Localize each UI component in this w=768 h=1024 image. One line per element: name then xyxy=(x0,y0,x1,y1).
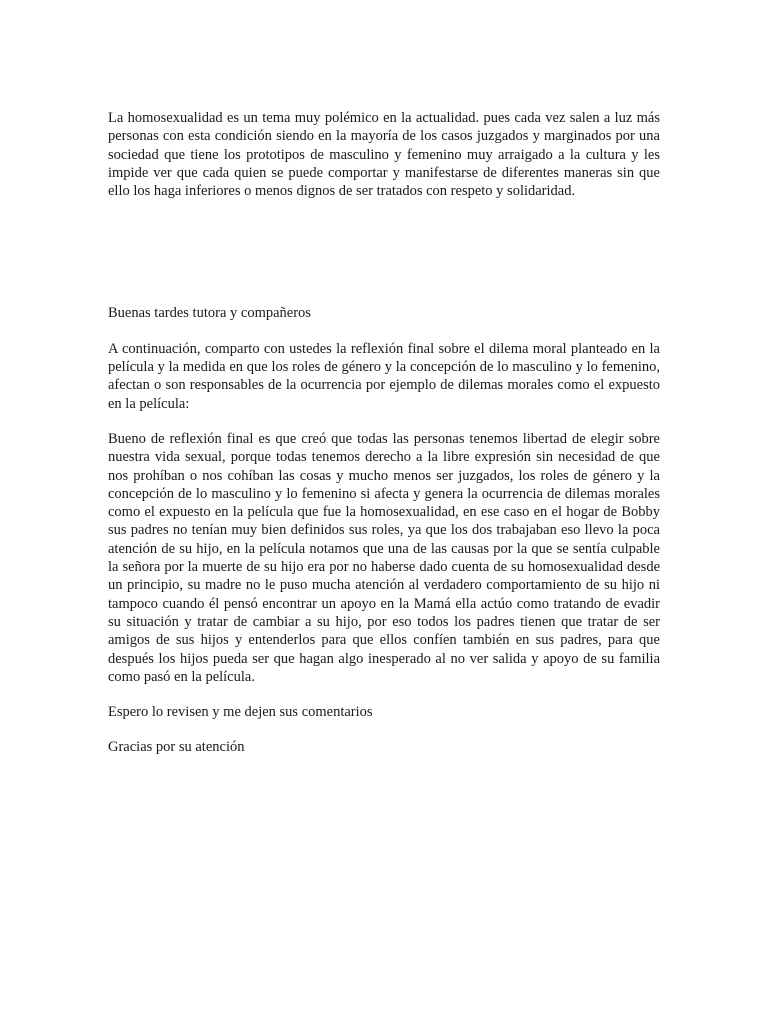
request-line: Espero lo revisen y me dejen sus comentarios xyxy=(108,704,373,721)
spacer xyxy=(108,686,660,703)
greeting-line: Buenas tardes tutora y compañeros xyxy=(108,305,311,322)
spacer xyxy=(108,413,660,430)
context-paragraph: A continuación, comparto con ustedes la reflexión final sobre el dilema moral planteado en la película y la medida en que los roles de género y la concepción de lo masculino y lo femenino, afectan o son responsables de la ocurrencia por ejemplo de dilemas morales como el expuesto en la película: xyxy=(108,340,660,412)
intro-paragraph: La homosexualidad es un tema muy polémico en la actualidad. pues cada vez salen a luz más personas con esta condición siendo en la mayoría de los casos juzgados y marginados por una sociedad que tiene los prototipos de masculino y femenino muy arraigado a la cultura y les impide ver que cada quien se puede comportar y manifestarse de diferentes maneras sin que ello los haga inferiores o menos dignos de ser tratados con respeto y solidaridad. xyxy=(108,110,660,200)
reflection-paragraph: Bueno de reflexión final es que creó que todas las personas tenemos libertad de elegir sobre nuestra vida sexual, porque todas tenemos derecho a la libre expresión sin necesidad de que nos prohíban o nos cohíban las cosas y mucho menos ser juzgados, los roles de género y la concepción de lo masculino y lo femenino si afecta y genera la ocurrencia de dilemas morales como el expuesto en la película que fue la homosexualidad, en ese caso en el hogar de Bobby sus padres no tenían muy bien definidos sus roles, ya que los dos trabajaban eso llevo la poca atención de su hijo, en la película notamos que una de las causas por la que se sentía culpable la señora por la muerte de su hijo era por no haberse dado cuenta de su homosexualidad desde un principio, su madre no le puso mucha atención al verdadero comportamiento de su hijo ni tampoco cuando él pensó encontrar un apoyo en la Mamá ella actúo como tratando de evadir su situación y tratar de cambiar a su hijo, por eso todos los padres tienen que tratar de ser amigos de sus hijos y entenderlos para que ellos confíen también en sus padres, para que después los hijos pueda ser que hagan algo inesperado al no ver salida y apoyo de su familia como pasó en la película. xyxy=(108,430,660,685)
spacer xyxy=(108,323,660,340)
spacer xyxy=(108,200,660,304)
closing-line: Gracias por su atención xyxy=(108,739,245,756)
spacer xyxy=(108,721,660,738)
document-page xyxy=(108,109,660,757)
